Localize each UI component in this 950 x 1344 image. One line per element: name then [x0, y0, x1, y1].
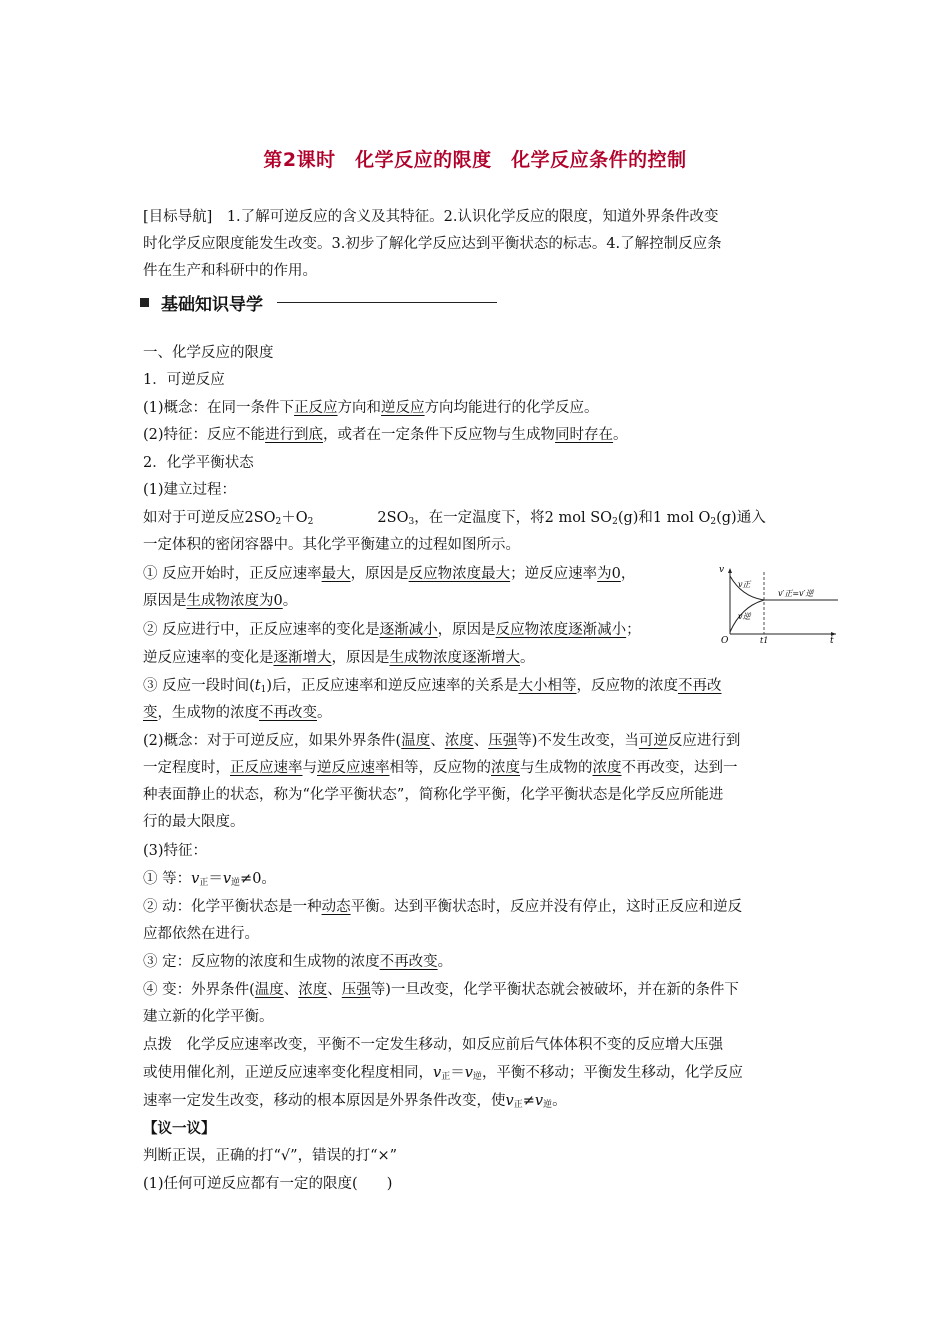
judge-instruction: 判断正误，正确的打“√”，错误的打“×” [143, 1148, 398, 1164]
goals-line-2: 时化学反应限度能发生改变。3.初步了解化学反应达到平衡状态的标志。4.了解控制反应条 [143, 236, 722, 252]
tip-line-2: 或使用催化剂，正逆反应速率变化程度相同，$v_正=v_逆$，平衡不移动；平衡发生移动，化学反应 [143, 1065, 743, 1082]
char-3: ③ 定：反应物的浓度和生成物的浓度不再改变。 [143, 954, 453, 970]
subsection-heading: 一、化学反应的限度 [143, 345, 274, 361]
item-heading: 1．可逆反应 [143, 372, 225, 388]
characteristics-heading: (3)特征： [143, 843, 208, 859]
build-heading: (1)建立过程： [143, 482, 237, 498]
goals-line-3: 件在生产和科研中的作用。 [143, 263, 317, 279]
char-4-line-2: 建立新的化学平衡。 [143, 1009, 274, 1025]
heading-rule [277, 302, 497, 303]
graph-t1-label: t1 [760, 636, 769, 644]
section-heading [140, 290, 497, 314]
graph-vn-label: v逆 [738, 612, 751, 621]
page-title: 第2课时 化学反应的限度 化学反应条件的控制 [263, 149, 687, 171]
question-1: (1)任何可逆反应都有一定的限度( ) [143, 1176, 393, 1192]
char-1: ① 等：$v_正=v_逆\ne 0$。 [143, 871, 276, 888]
point-1-line-2: 原因是生成物浓度为0。 [143, 593, 298, 609]
feature-line: (2)特征：反应不能进行到底，或者在一定条件下反应物与生成物同时存在。 [143, 427, 628, 443]
graph-v-label: v [719, 565, 725, 575]
point-2-line-2: 逆反应速率的变化是逐渐增大，原因是生成物浓度逐渐增大。 [143, 650, 535, 666]
char-2-line-2: 应都依然在进行。 [143, 926, 259, 942]
definition-line-3: 种表面静止的状态，称为“化学平衡状态”，简称化学平衡，化学平衡状态是化学反应所能进 [143, 787, 724, 803]
graph-vz-label: v正 [738, 580, 751, 589]
tip-line-3: 速率一定发生改变，移动的根本原因是外界条件改变，使$v_正\ne v_逆$。 [143, 1093, 567, 1110]
tip-line-1: 点拨 化学反应速率改变，平衡不一定发生移动，如反应前后气体体积不变的反应增大压强 [143, 1037, 723, 1053]
example-line-1: 如对于可逆反应$2SO_2+O_2$ $2SO_3$，在一定温度下，将2 mol $SO_2(g)$和1 mol $O_2(g)$通入 [143, 510, 766, 527]
definition-line-1: (2)概念：对于可逆反应，如果外界条件(温度、浓度、压强等)不发生改变，当可逆反应进行到 [143, 733, 741, 749]
graph-origin-label: O [721, 636, 729, 644]
graph-t-label: t [830, 636, 834, 644]
goals-line-1: [目标导航] 1.了解可逆反应的含义及其特征。2.认识化学反应的限度，知道外界条件改变 [143, 209, 719, 225]
square-bullet-icon [140, 298, 149, 307]
section-heading-text: 基础知识导学 [161, 294, 263, 315]
example-line-2: 一定体积的密闭容器中。其化学平衡建立的过程如图所示。 [143, 537, 520, 553]
discussion-heading: 【议一议】 [143, 1120, 216, 1137]
char-4-line-1: ④ 变：外界条件(温度、浓度、压强等)一旦改变，化学平衡状态就会被破坏，并在新的条件下 [143, 982, 739, 998]
definition-line-2: 一定程度时，正反应速率与逆反应速率相等，反应物的浓度与生成物的浓度不再改变，达到一 [143, 760, 738, 776]
concept-line: (1)概念：在同一条件下正反应方向和逆反应方向均能进行的化学反应。 [143, 400, 599, 416]
point-3-line-1: ③ 反应一段时间$(t_1)$后，正反应速率和逆反应速率的关系是大小相等，反应物的浓度不再改 [143, 678, 722, 695]
y-axis-arrow-icon [728, 568, 732, 573]
definition-line-4: 行的最大限度。 [143, 814, 245, 830]
point-1-line-1: ① 反应开始时，正反应速率最大，原因是反应物浓度最大；逆反应速率为0， [143, 566, 636, 582]
point-2-line-1: ② 反应进行中，正反应速率的变化是逐渐减小，原因是反应物浓度逐渐减小； [143, 622, 641, 638]
point-3-line-2: 变，生成物的浓度不再改变。 [143, 705, 332, 721]
rate-time-graph [716, 562, 840, 644]
item-heading: 2．化学平衡状态 [143, 455, 254, 471]
graph-eq-label: v′正=v′逆 [778, 589, 814, 598]
char-2-line-1: ② 动：化学平衡状态是一种动态平衡。达到平衡状态时，反应并没有停止，这时正反应和逆反 [143, 899, 743, 915]
